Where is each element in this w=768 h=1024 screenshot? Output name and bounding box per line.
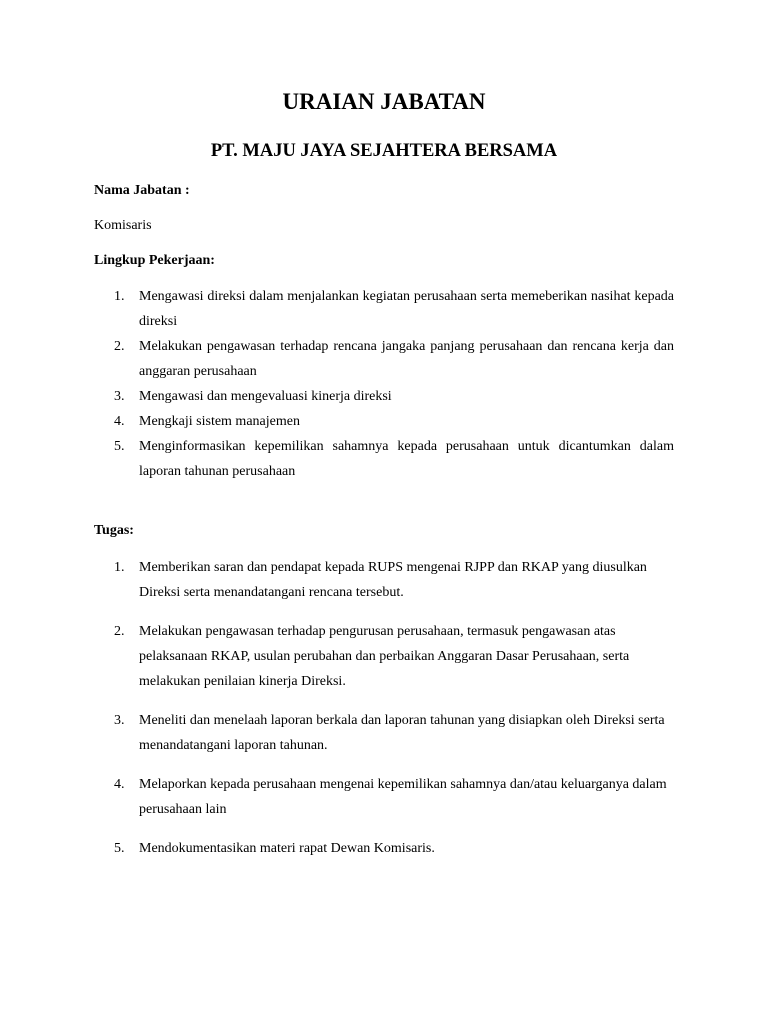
company-name: PT. MAJU JAYA SEJAHTERA BERSAMA: [210, 141, 558, 161]
list-item-number: 2.: [114, 339, 125, 354]
list-item-number: 2.: [114, 624, 125, 639]
list-item-text: Mendokumentasikan materi rapat Dewan Komisaris.: [139, 841, 435, 856]
document-title: URAIAN JABATAN: [282, 89, 486, 114]
list-item: [114, 619, 674, 694]
list-item: [114, 836, 674, 861]
list-item-number: 5.: [114, 439, 125, 454]
list-item: [114, 772, 674, 822]
list-item-number: 3.: [114, 389, 125, 404]
list-item: [114, 334, 674, 384]
list-item: [114, 555, 674, 605]
list-item: [114, 434, 674, 484]
list-item-text: Mengawasi dan mengevaluasi kinerja direksi: [139, 389, 392, 404]
list-item-number: 1.: [114, 289, 125, 304]
list-item-text: Menginformasikan kepemilikan sahamnya kepada perusahaan untuk dicantumkan dalam laporan tahunan perusahaan: [139, 439, 674, 479]
scope-list: [114, 284, 674, 484]
list-item-text: Mengawasi direksi dalam menjalankan kegiatan perusahaan serta memeberikan nasihat kepada direksi: [139, 289, 674, 329]
position-value: Komisaris: [94, 218, 152, 233]
list-item-number: 5.: [114, 841, 125, 856]
position-label: Nama Jabatan :: [94, 183, 190, 198]
list-item-text: Melakukan pengawasan terhadap rencana jangaka panjang perusahaan dan rencana kerja dan anggaran perusahaan: [139, 339, 674, 379]
tasks-list: [114, 555, 674, 875]
tasks-label: Tugas:: [94, 523, 134, 538]
list-item-number: 4.: [114, 414, 125, 429]
list-item-text: Memberikan saran dan pendapat kepada RUPS mengenai RJPP dan RKAP yang diusulkan Direksi serta menandatangani rencana tersebut.: [139, 560, 647, 600]
list-item: [114, 409, 674, 434]
scope-label: Lingkup Pekerjaan:: [94, 253, 215, 268]
list-item-text: Meneliti dan menelaah laporan berkala dan laporan tahunan yang disiapkan oleh Direksi serta menandatangani laporan tahunan.: [139, 713, 665, 753]
list-item: [114, 384, 674, 409]
list-item: [114, 284, 674, 334]
list-item-number: 4.: [114, 777, 125, 792]
list-item: [114, 708, 674, 758]
list-item-text: Melakukan pengawasan terhadap pengurusan perusahaan, termasuk pengawasan atas pelaksanaan RKAP, usulan perubahan dan perbaikan Anggaran Dasar Perusahaan, serta melakukan penilaian kinerja Direksi.: [139, 624, 630, 689]
list-item-text: Mengkaji sistem manajemen: [139, 414, 300, 429]
list-item-number: 3.: [114, 713, 125, 728]
list-item-text: Melaporkan kepada perusahaan mengenai kepemilikan sahamnya dan/atau keluarganya dalam perusahaan lain: [139, 777, 667, 817]
list-item-number: 1.: [114, 560, 125, 575]
